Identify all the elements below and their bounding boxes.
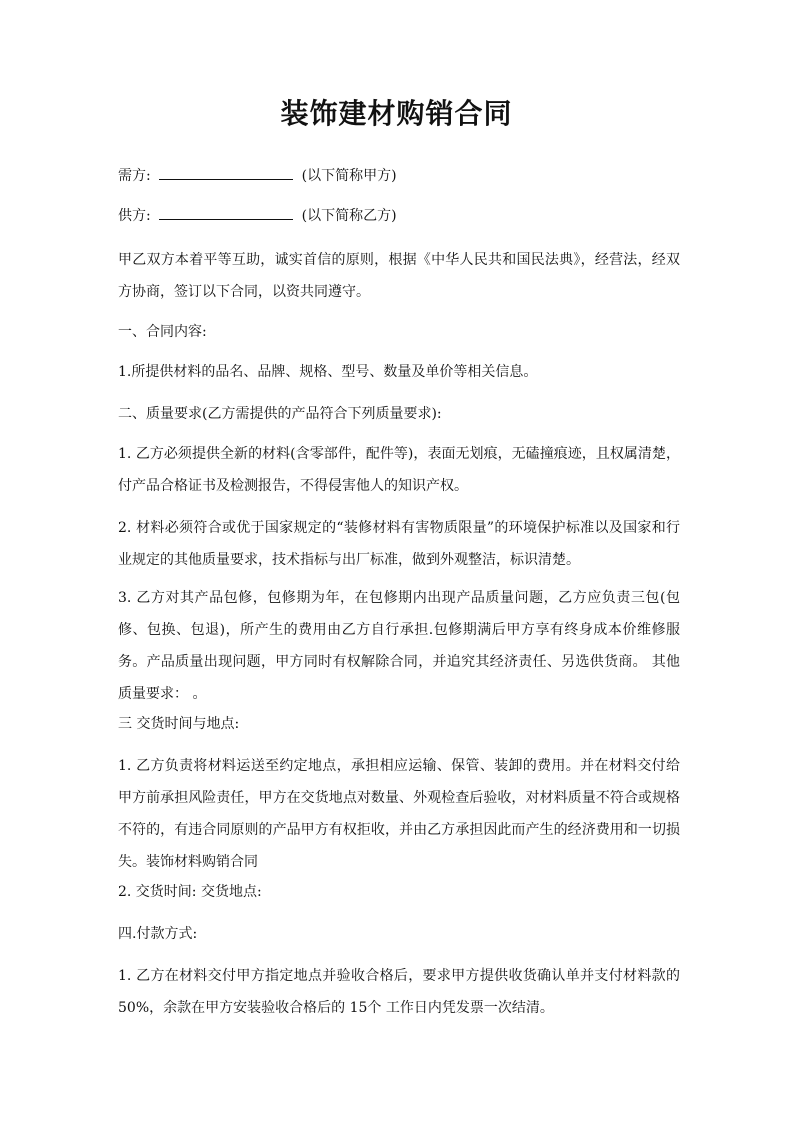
section4-heading: 四.付款方式:: [118, 926, 198, 942]
section2-item2: 2. 材料必须符合或优于国家规定的“装修材料有害物质限量”的环境保护标准以及国家和行业规定的其他质量要求，技术指标与出厂标准，做到外观整洁，标识清楚。: [118, 520, 680, 568]
section2-item3: 3. 乙方对其产品包修，包修期为年，在包修期内出现产品质量问题，乙方应负责三包(包修、包换、包退)，所产生的费用由乙方自行承担.包修期满后甲方享有终身成本价维修服务。产品质量出现问题，甲方同时有权解除合同，并追究其经济责任、另选供货商。 其他质量要求： 。: [118, 590, 680, 702]
party-b-label: 供方:: [118, 208, 151, 224]
document-title: 装饰建材购销合同: [280, 97, 513, 130]
party-b-line: [118, 200, 680, 232]
party-a-blank: [159, 165, 293, 180]
intro-paragraph: 甲乙双方本着平等互助，诚实首信的原则，根据《中华人民共和国民法典》，经营法，经双方协商，签订以下合同，以资共同遵守。: [118, 252, 680, 300]
section2-heading: 二、质量要求(乙方需提供的产品符合下列质量要求):: [118, 406, 442, 422]
party-a-line: [118, 160, 680, 192]
party-b-suffix: (以下简称乙方): [301, 208, 397, 224]
party-b-blank: [159, 205, 293, 220]
section3-item1: 1. 乙方负责将材料运送至约定地点，承担相应运输、保管、装卸的费用。并在材料交付给甲方前承担风险责任，甲方在交货地点对数量、外观检查后验收，对材料质量不符合或规格不符的，有违合同原则的产品甲方有权拒收，并由乙方承担因此而产生的经济费用和一切损失。装饰材料购销合同: [118, 758, 680, 870]
section1-heading: 一、合同内容:: [118, 324, 207, 340]
section4-item1: 1. 乙方在材料交付甲方指定地点并验收合格后，要求甲方提供收货确认单并支付材料款的 50%，余款在甲方安装验收合格后的 15个 工作日内凭发票一次结清。: [118, 968, 680, 1016]
section3-heading: 三 交货时间与地点:: [118, 716, 240, 732]
party-a-suffix: (以下简称甲方): [301, 168, 397, 184]
section1-item1: 1.所提供材料的品名、品牌、规格、型号、数量及单价等相关信息。: [118, 364, 538, 380]
party-a-label: 需方:: [118, 168, 151, 184]
section2-item1: 1. 乙方必须提供全新的材料(含零部件，配件等)，表面无划痕，无磕撞痕迹，且权属清楚，付产品合格证书及检测报告，不得侵害他人的知识产权。: [118, 446, 680, 494]
section3-item2: 2. 交货时间: 交货地点:: [118, 884, 262, 900]
